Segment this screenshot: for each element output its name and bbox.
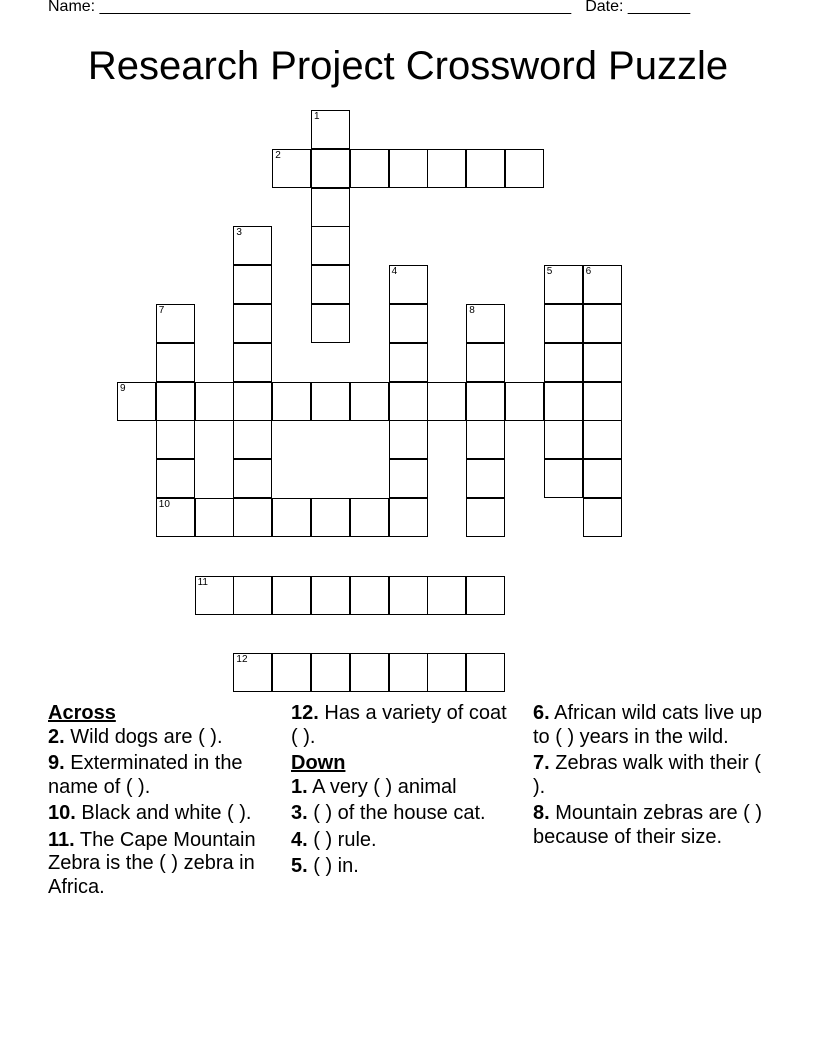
grid-cell[interactable] [311, 110, 350, 149]
clue-text: The Cape Mountain Zebra is the ( ) zebra in Africa. [48, 828, 256, 898]
grid-cell[interactable] [389, 343, 428, 382]
grid-cell[interactable] [311, 498, 350, 537]
grid-cell[interactable] [272, 653, 311, 692]
grid-cell[interactable] [156, 382, 195, 421]
grid-cell[interactable] [544, 459, 583, 498]
grid-cell[interactable] [389, 498, 428, 537]
grid-cell[interactable] [466, 576, 505, 615]
clue-across-11 [48, 829, 283, 900]
cell-number: 11 [197, 576, 208, 588]
grid-cell[interactable] [156, 343, 195, 382]
clue-down-7 [533, 752, 773, 799]
grid-cell[interactable] [544, 304, 583, 343]
clue-number: 4. [291, 828, 308, 851]
grid-cell[interactable] [233, 382, 272, 421]
clue-number: 3. [291, 802, 308, 824]
grid-cell[interactable] [272, 149, 311, 188]
grid-cell[interactable] [544, 382, 583, 421]
grid-cell[interactable] [311, 149, 350, 188]
grid-cell[interactable] [466, 304, 505, 343]
grid-cell[interactable] [466, 420, 505, 459]
clue-number: 10. [48, 802, 76, 824]
cell-number: 5 [546, 266, 553, 278]
grid-cell[interactable] [233, 653, 272, 692]
grid-cell[interactable] [389, 420, 428, 459]
grid-cell[interactable] [195, 576, 234, 615]
grid-cell[interactable] [350, 576, 389, 615]
grid-cell[interactable] [505, 149, 544, 188]
grid-cell[interactable] [233, 459, 272, 498]
grid-cell[interactable] [389, 459, 428, 498]
grid-cell[interactable] [544, 343, 583, 382]
grid-cell[interactable] [583, 265, 622, 304]
cell-number: 12 [236, 654, 248, 666]
clue-text: Has a variety of coat ( ). [291, 702, 507, 748]
clue-number: 2. [48, 725, 65, 748]
clue-number: 11. [48, 828, 75, 851]
grid-cell[interactable] [350, 382, 389, 421]
clue-across-12 [291, 702, 516, 749]
clue-number: 6. [533, 702, 550, 724]
grid-cell[interactable] [233, 226, 272, 265]
cell-number: 10 [158, 499, 170, 510]
clue-text: Exterminated in the name of ( ). [48, 752, 243, 798]
clue-down-1 [291, 776, 516, 800]
grid-cell[interactable] [583, 498, 622, 537]
grid-cell[interactable] [311, 188, 350, 227]
grid-cell[interactable] [583, 420, 622, 459]
clues-column-3 [533, 702, 773, 852]
grid-cell[interactable] [544, 265, 583, 304]
across-heading: Across [48, 702, 116, 724]
grid-cell[interactable] [466, 498, 505, 537]
clue-down-4 [291, 829, 516, 853]
grid-cell[interactable] [195, 382, 234, 421]
grid-cell[interactable] [350, 149, 389, 188]
clue-text: ( ) rule. [307, 828, 377, 851]
grid-cell[interactable] [233, 498, 272, 537]
clue-number: 1. [291, 775, 308, 798]
grid-cell[interactable] [389, 653, 428, 692]
clue-down-5 [291, 855, 516, 879]
grid-cell[interactable] [233, 420, 272, 459]
cell-number: 4 [391, 266, 398, 278]
grid-cell[interactable] [583, 304, 622, 343]
name-field[interactable]: Name: _____________________________________________________ [48, 0, 572, 15]
date-field[interactable]: Date: _______ [585, 0, 691, 15]
clue-down-6 [533, 702, 773, 749]
cell-number: 7 [158, 305, 165, 316]
grid-cell[interactable] [389, 576, 428, 615]
grid-cell[interactable] [311, 576, 350, 615]
clue-down-8 [533, 802, 773, 849]
cell-number: 3 [236, 227, 242, 239]
grid-cell[interactable] [117, 382, 156, 421]
cell-number: 9 [120, 382, 126, 394]
clue-number: 5. [291, 855, 308, 877]
grid-cell[interactable] [311, 304, 350, 343]
grid-cell[interactable] [427, 382, 466, 421]
grid-cell[interactable] [156, 498, 195, 537]
grid-cell[interactable] [466, 653, 505, 692]
grid-cell[interactable] [156, 420, 195, 459]
grid-cell[interactable] [583, 382, 622, 421]
grid-cell[interactable] [544, 420, 583, 459]
grid-cell[interactable] [466, 382, 505, 421]
grid-cell[interactable] [350, 653, 389, 692]
clue-down-3 [291, 802, 516, 826]
grid-cell[interactable] [427, 149, 466, 188]
grid-cell[interactable] [156, 459, 195, 498]
clue-text: ( ) in. [307, 855, 359, 877]
clue-across-10 [48, 802, 283, 826]
grid-cell[interactable] [233, 576, 272, 615]
clue-number: 12. [291, 702, 319, 724]
clue-text: African wild cats live up to ( ) years in the wild. [533, 702, 763, 748]
grid-cell[interactable] [272, 382, 311, 421]
clue-text: Mountain zebras are ( ) because of their size. [533, 802, 763, 848]
grid-cell[interactable] [233, 265, 272, 304]
grid-cell[interactable] [272, 498, 311, 537]
clue-number: 7. [533, 752, 550, 774]
clue-text: Black and white ( ). [75, 802, 252, 824]
page-title: Research Project Crossword Puzzle [87, 44, 729, 88]
clue-text: Zebras walk with their ( ). [533, 752, 761, 798]
cell-number: 6 [585, 266, 592, 278]
down-heading: Down [291, 752, 346, 774]
grid-cell[interactable] [311, 265, 350, 304]
grid-cell[interactable] [389, 265, 428, 304]
clue-text: Wild dogs are ( ). [64, 725, 223, 748]
grid-cell[interactable] [466, 343, 505, 382]
grid-cell[interactable] [195, 498, 234, 537]
grid-cell[interactable] [466, 149, 505, 188]
grid-cell[interactable] [583, 459, 622, 498]
grid-cell[interactable] [466, 459, 505, 498]
cell-number: 8 [469, 305, 475, 316]
clue-across-2 [48, 726, 283, 750]
grid-cell[interactable] [311, 653, 350, 692]
clue-text: ( ) of the house cat. [307, 802, 486, 824]
grid-cell[interactable] [233, 304, 272, 343]
grid-cell[interactable] [389, 149, 428, 188]
clue-across-9 [48, 752, 283, 799]
grid-cell[interactable] [427, 576, 466, 615]
grid-cell[interactable] [389, 304, 428, 343]
grid-cell[interactable] [233, 343, 272, 382]
grid-cell[interactable] [427, 653, 466, 692]
grid-cell[interactable] [389, 382, 428, 421]
grid-cell[interactable] [156, 304, 195, 343]
grid-cell[interactable] [311, 382, 350, 421]
cell-number: 1 [314, 111, 320, 122]
cell-number: 2 [275, 149, 281, 161]
clue-number: 9. [48, 752, 65, 774]
grid-cell[interactable] [505, 382, 544, 421]
grid-cell[interactable] [583, 343, 622, 382]
grid-cell[interactable] [311, 226, 350, 265]
clues-column-1 [48, 702, 283, 902]
grid-cell[interactable] [272, 576, 311, 615]
grid-cell[interactable] [350, 498, 389, 537]
clue-number: 8. [533, 802, 550, 824]
clue-text: A very ( ) animal [307, 775, 457, 798]
clues-column-2 [291, 702, 516, 882]
